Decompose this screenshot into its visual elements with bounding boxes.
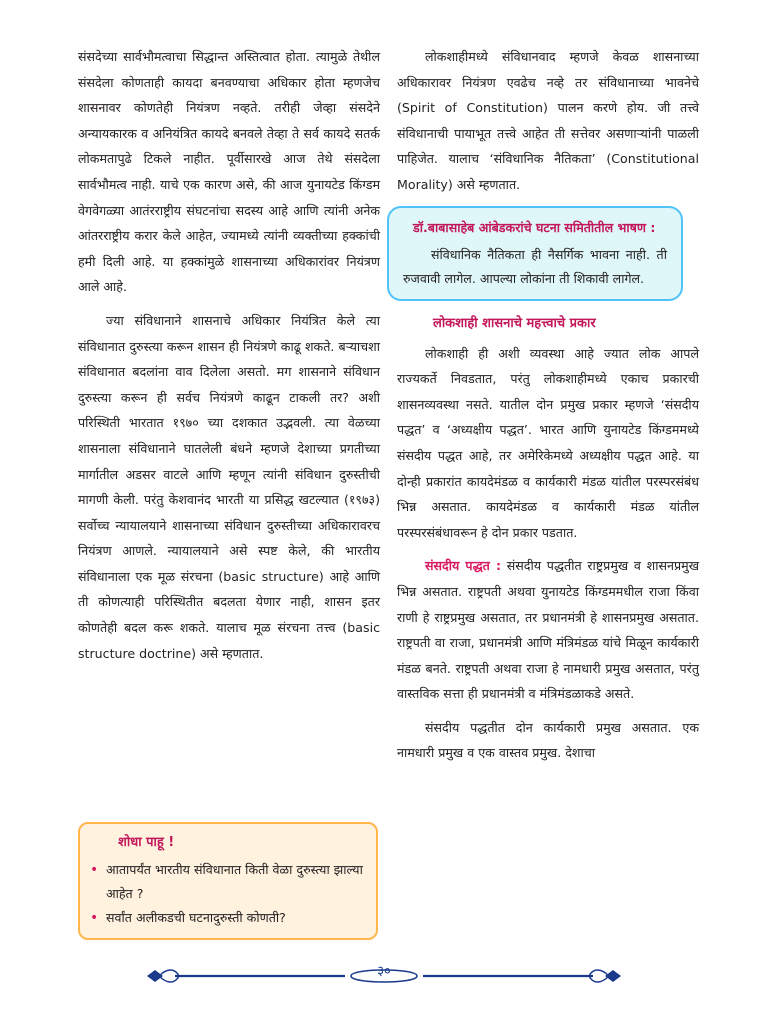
activity-item-text: आतापर्यंत भारतीय संविधानात किती वेळा दुरुस्त्या झाल्या आहेत ? [106,862,363,901]
right-paragraph-2: लोकशाही ही अशी व्यवस्था आहे ज्यात लोक आपले राज्यकर्ते निवडतात, परंतु लोकशाहीमध्ये एकाच प्रकारची शासनव्यवस्था नसते. यातील दोन प्रमुख प्रकार म्हणजे ‘संसदीय पद्धत’ व ‘अध्यक्षीय पद्धत’. भारत आणि युनायटेड किंग्डममध्ये संसदीय पद्धत आहे, तर अमेरिकेमध्ये अध्यक्षीय पद्धत आहे. या दोन्ही प्रकारांत कायदेमंडळ व कार्यकारी मंडळ यांतील परस्परसंबंध भिन्न असतात. कायदेमंडळ व कार्यकारी मंडळ यांतील परस्परसंबंधावरून हे दोन प्रकार पडतात. [397,345,699,540]
right-paragraph-4: संसदीय पद्धतीत दोन कार्यकारी प्रमुख असतात. एक नामधारी प्रमुख व एक वास्तव प्रमुख. देशाचा [397,719,699,761]
activity-list [90,858,366,930]
quote-body: संविधानिक नैतिकता ही नैसर्गिक भावना नाही. ती रुजवावी लागेल. आपल्या लोकांना ती शिकावी लागेल. [403,246,667,286]
left-paragraph-1: संसदेच्या सार्वभौमत्वाचा सिद्धान्त अस्तित्वात होता. त्यामुळे तेथील संसदेला कोणताही कायदा बनवण्याचा अधिकार होता म्हणजेच शासनावर कोणतेही नियंत्रण नव्हते. तरीही जेव्हा संसदेने अन्यायकारक व अनियंत्रित कायदे बनवले तेव्हा ते सर्व कायदे सतर्क लोकमतापुढे टिकले नाहीत. पूर्वीसारखे आज तेथे संसदेला सार्वभौमत्व नाही. याचे एक कारण असे, की आज युनायटेड किंग्डम वेगवेगळ्या आतंरराष्ट्रीय संघटनांचा सदस्य आहे आणि त्यांनी अनेक आंतरराष्ट्रीय करार केले आहेत, ज्यामध्ये त्यांनी व्यक्तीच्या हक्कांची हमी दिली आहे. या हक्कांमुळे शासनाच्या अधिकारांवर नियंत्रण आले आहे. [78,49,380,295]
activity-item [90,906,366,930]
right-column [397,44,699,774]
right-paragraph-3 [397,553,699,707]
ornament-left-icon [147,970,179,982]
quote-title: डॉ.बाबासाहेब आंबेडकरांचे घटना समितीतील भाषण : [413,219,656,235]
bullet-icon: • [90,862,99,878]
section-heading: लोकशाही शासनाचे महत्त्वाचे प्रकार [433,315,596,331]
quote-box [387,206,683,301]
inline-heading: संसदीय पद्धत : [425,558,501,574]
left-paragraph-2: ज्या संविधानाने शासनाचे अधिकार नियंत्रित केले त्या संविधानात दुरुस्त्या करून शासन ही नियंत्रणे काढू शकते. बऱ्याचशा संविधानात बदलांना वाव दिलेला असतो. मग शासनाने संविधान दुरुस्त्या करून ही सर्वच नियंत्रणे काढून टाकली तर? अशी परिस्थिती भारतात १९७० च्या दशकात उद्भवली. त्या वेळच्या शासनाला संविधानाने घातलेली बंधने म्हणजे देशाच्या प्रगतीच्या मार्गातील अडसर वाटले आणि म्हणून त्यांनी संविधान दुरुस्तीची मागणी केली. परंतु केशवानंद भारती या प्रसिद्ध खटल्यात (१९७३) सर्वोच्च न्यायालयाने शासनाच्या संविधान दुरुस्तीच्या अधिकारावरच नियंत्रण आणले. न्यायालयाने असे स्पष्ट केले, की भारतीय संविधानाला एक मूळ संरचना (basic structure) आहे आणि ती कोणत्याही परिस्थितीत बदलता येणार नाही, शासन इतर कोणतेही बदल करू शकते. यालाच मूळ संरचना तत्त्व (basic structure doctrine) असे म्हणतात. [78,312,380,661]
right-paragraph-1: लोकशाहीमध्ये संविधानवाद म्हणजे केवळ शासनाच्या अधिकारावर नियंत्रण एवढेच नव्हे तर संविधानाच्या भावनेचे (Spirit of Constitution) पालन करणे होय. जी तत्त्वे संविधानाची पायाभूत तत्त्वे आहेत ती सत्तेवर असणाऱ्यांनी पाळली पाहिजेत. यालाच ‘संविधानिक नैतिकता’ (Constitutional Morality) असे म्हणतात. [397,49,699,192]
page-number: ३० [377,964,391,979]
activity-item [90,858,366,906]
left-column [78,44,380,674]
ornament-right-icon [589,970,621,982]
bullet-icon: • [90,910,99,926]
paragraph-text: संसदीय पद्धतीत राष्ट्रप्रमुख व शासनप्रमुख भिन्न असतात. राष्ट्रपती अथवा युनायटेड किंग्डममधील राजा किंवा राणी हे राष्ट्रप्रमुख असतात, तर प्रधानमंत्री हे शासनप्रमुख असतात. राष्ट्रपती वा राजा, प्रधानमंत्री आणि मंत्रिमंडळ यांचे मिळून कार्यकारी मंडळ बनते. राष्ट्रपती अथवा राजा हे नामधारी प्रमुख असतात, परंतु वास्तविक सत्ता ही प्रधानमंत्री व मंत्रिमंडळाकडे असते. [397,558,699,702]
activity-item-text: सर्वांत अलीकडची घटनादुरुस्ती कोणती? [106,910,286,925]
activity-title: शोधा पाहू ! [118,835,175,850]
activity-box [78,822,378,940]
